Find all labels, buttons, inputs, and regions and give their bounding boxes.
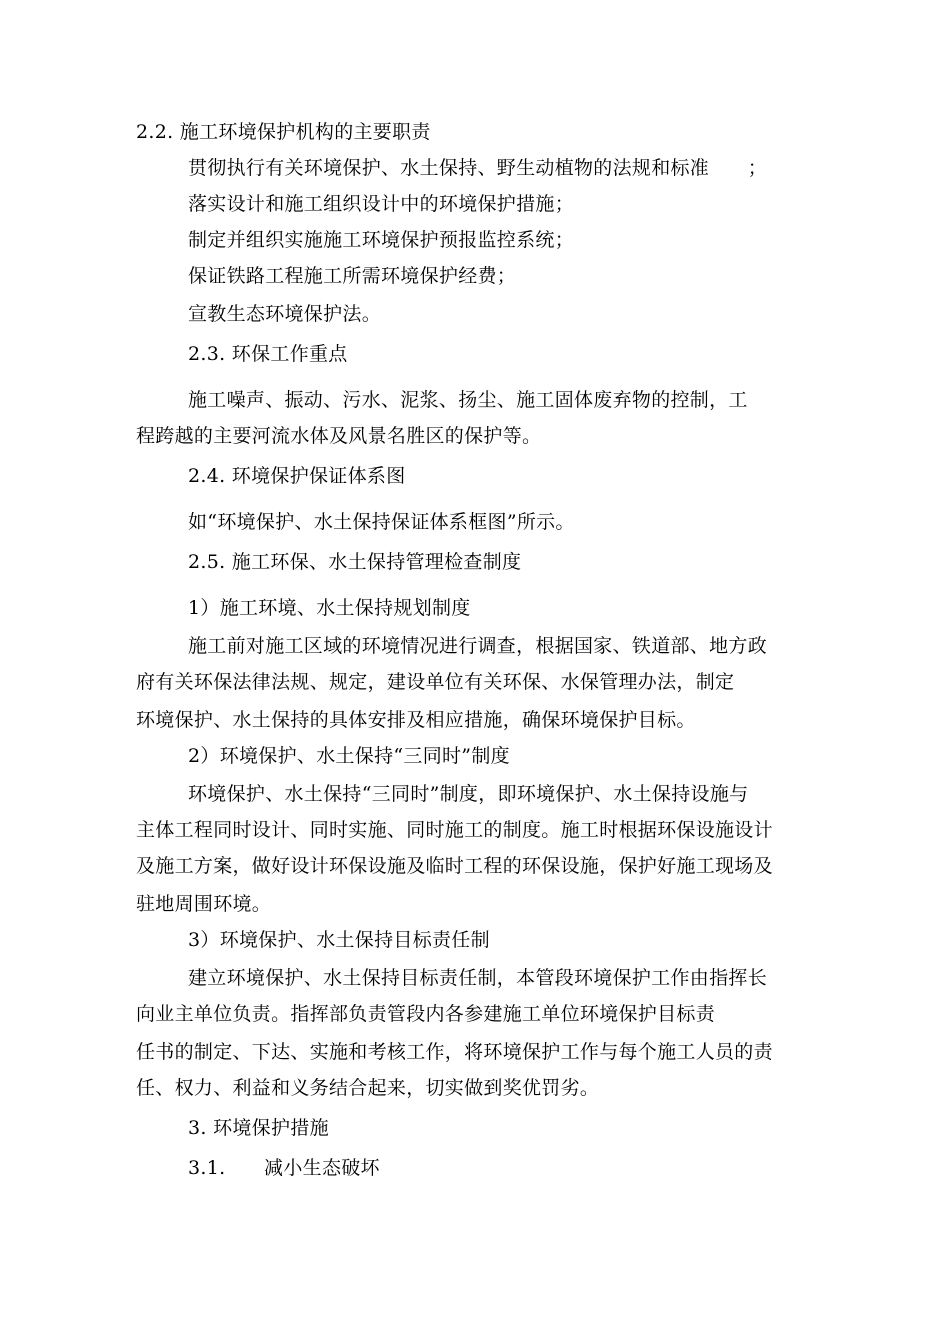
subsection-heading: 3）环境保护、水土保持目标责任制 [188,929,490,951]
paragraph-line: 宣教生态环境保护法。 [188,303,382,325]
paragraph-line: 及施工方案，做好设计环保设施及临时工程的环保设施，保护好施工现场及 [136,855,773,877]
paragraph-line: 主体工程同时设计、同时实施、同时施工的制度。施工时根据环保设施设计 [136,819,773,841]
paragraph-line: 落实设计和施工组织设计中的环境保护措施； [188,193,575,215]
section-heading-2-2: 2.2. 施工环境保护机构的主要职责 [136,121,431,143]
paragraph-line: 环境保护、水土保持“三同时”制度，即环境保护、水土保持设施与 [188,783,749,805]
section-heading-2-5: 2.5. 施工环保、水土保持管理检查制度 [188,551,522,573]
section-heading-2-3: 2.3. 环保工作重点 [188,343,348,365]
paragraph-line: 府有关环保法律法规、规定，建设单位有关环保、水保管理办法，制定 [136,671,735,693]
paragraph-line: 环境保护、水土保持的具体安排及相应措施，确保环境保护目标。 [136,709,696,731]
section-heading-3-1: 3.1. 减小生态破坏 [188,1157,380,1179]
paragraph-line: 向业主单位负责。指挥部负责管段内各参建施工单位环境保护目标责 [136,1003,716,1025]
section-heading-3: 3. 环境保护措施 [188,1117,329,1139]
paragraph-line: 如“环境保护、水土保持保证体系框图”所示。 [188,511,575,533]
paragraph-line: 保证铁路工程施工所需环境保护经费； [188,265,517,287]
paragraph-line: 任书的制定、下达、实施和考核工作，将环境保护工作与每个施工人员的责 [136,1041,773,1063]
paragraph-line: 施工前对施工区域的环境情况进行调查，根据国家、铁道部、地方政 [188,635,768,657]
paragraph-line: 贯彻执行有关环境保护、水土保持、野生动植物的法规和标准 ； [188,157,768,179]
paragraph-line: 驻地周围环境。 [136,893,272,915]
paragraph-line: 制定并组织实施施工环境保护预报监控系统； [188,229,575,251]
section-heading-2-4: 2.4. 环境保护保证体系图 [188,465,406,487]
subsection-heading: 1）施工环境、水土保持规划制度 [188,597,471,619]
subsection-heading: 2）环境保护、水土保持“三同时”制度 [188,745,510,767]
paragraph-line: 施工噪声、振动、污水、泥浆、扬尘、施工固体废弃物的控制，工 [188,389,748,411]
paragraph-line: 建立环境保护、水土保持目标责任制，本管段环境保护工作由指挥长 [188,967,768,989]
paragraph-line: 任、权力、利益和义务结合起来，切实做到奖优罚劣。 [136,1077,600,1099]
paragraph-line: 程跨越的主要河流水体及风景名胜区的保护等。 [136,425,542,447]
